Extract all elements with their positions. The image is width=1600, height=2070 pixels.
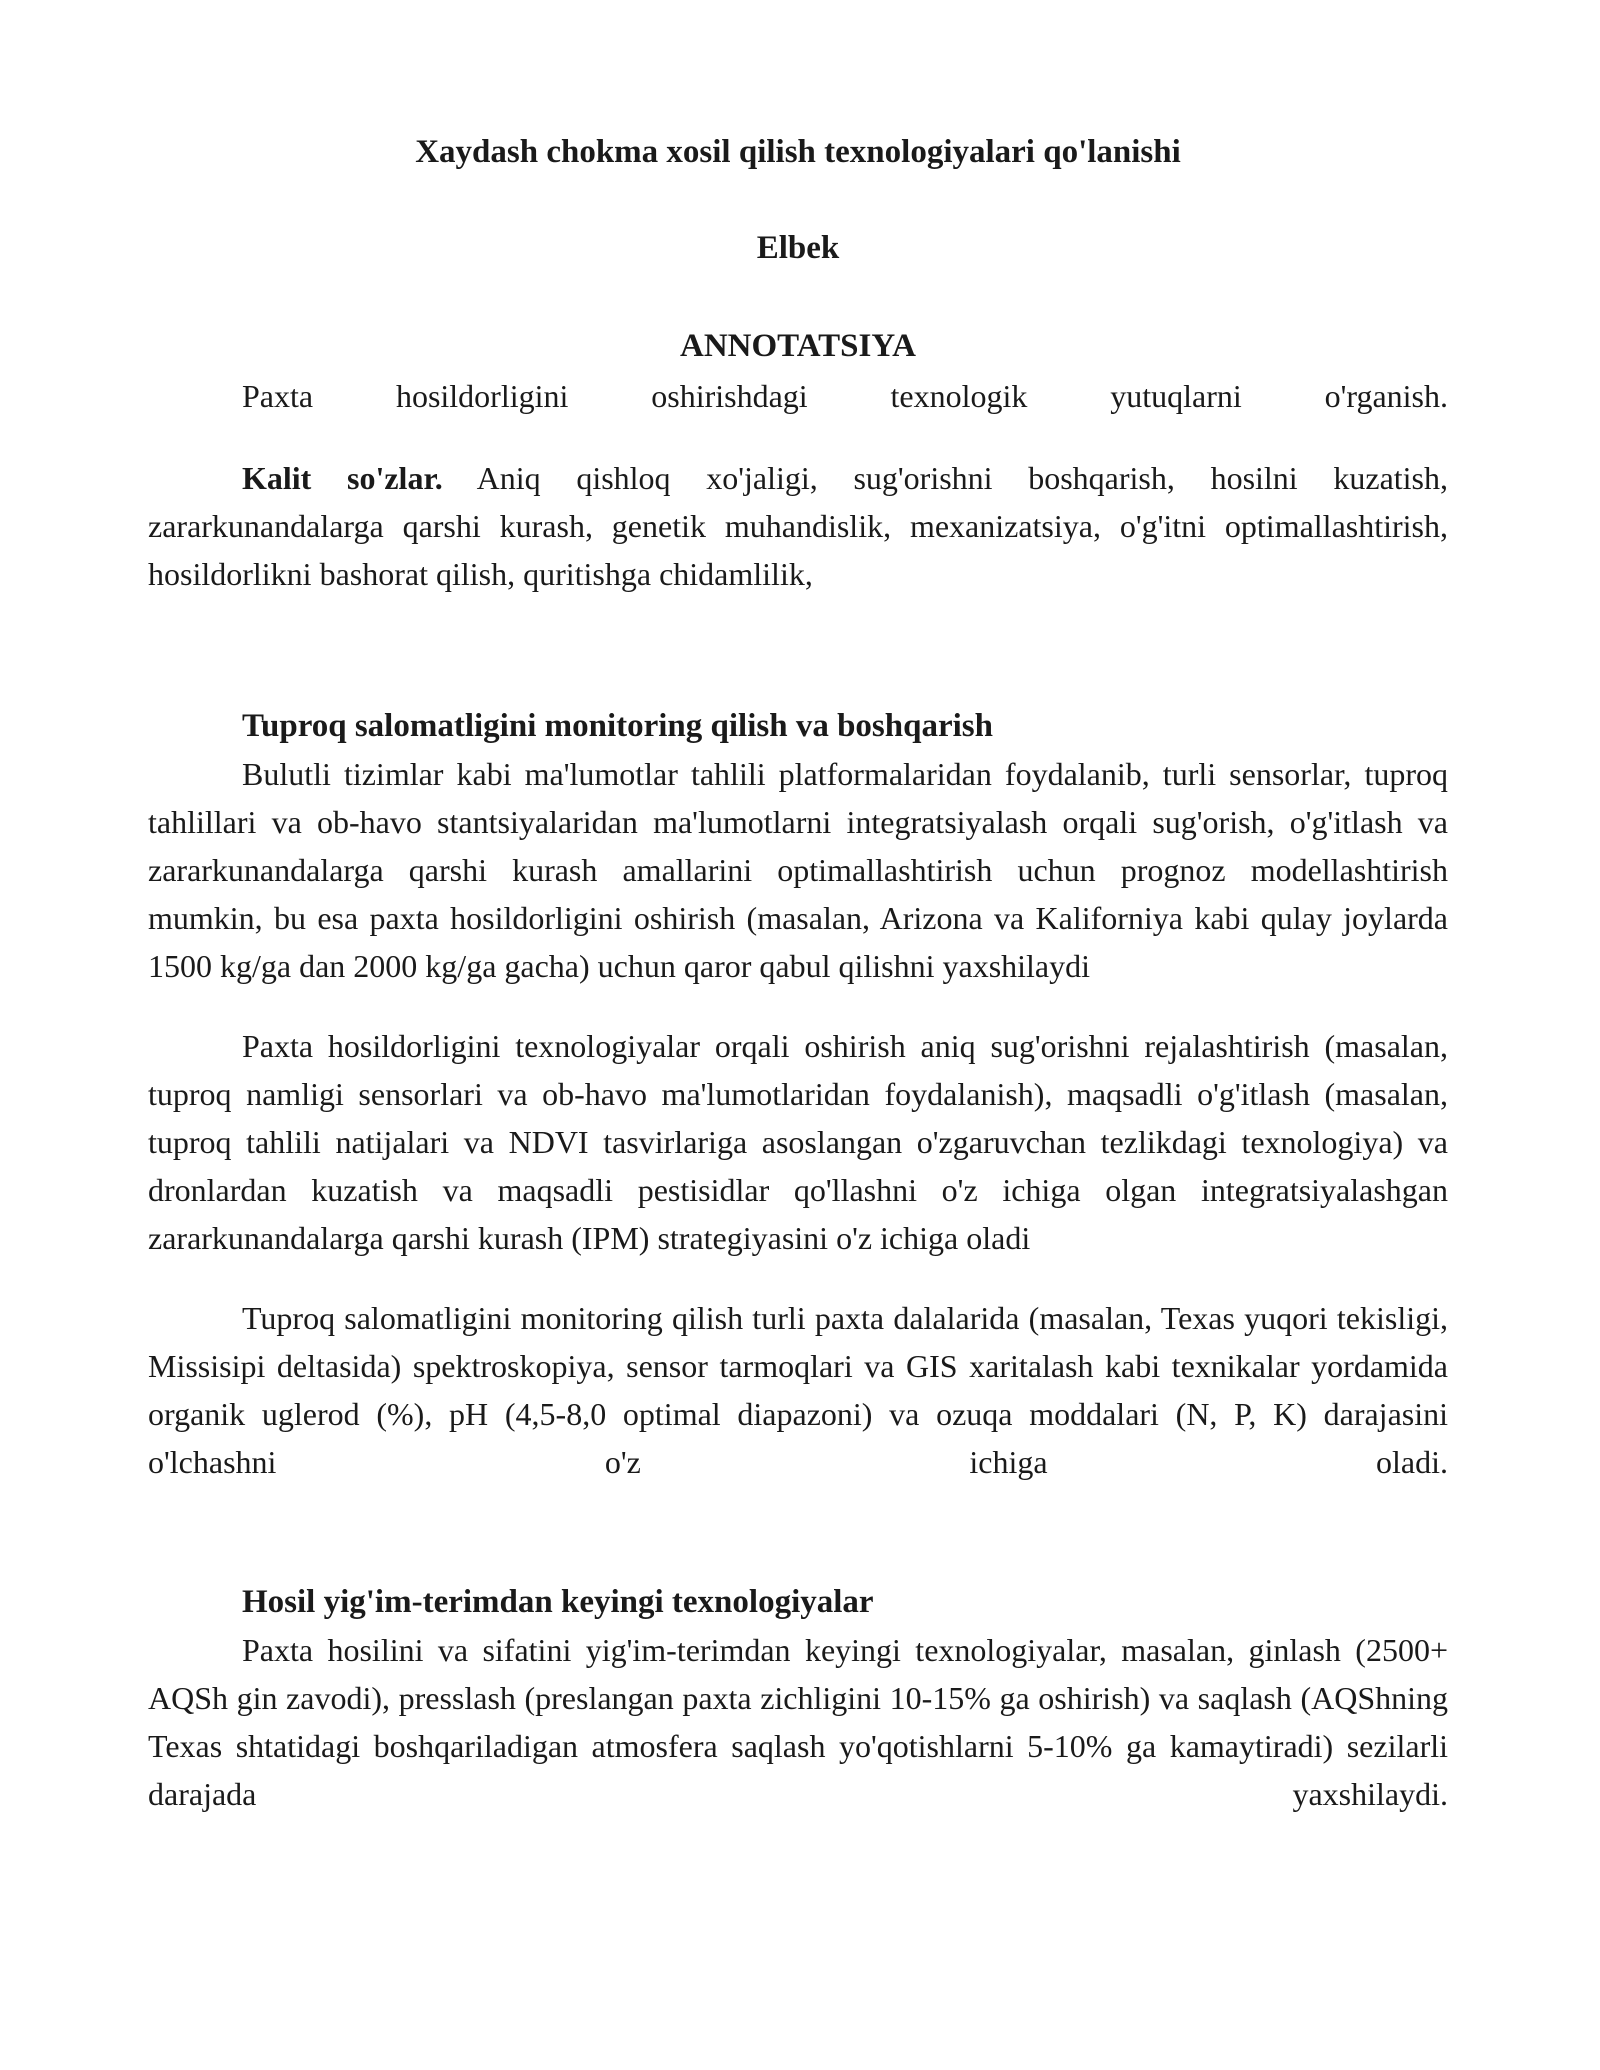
paragraph-post-harvest: Paxta hosilini va sifatini yig'im-terimdan keyingi texnologiyalar, masalan, ginlash (2500+ AQSh gin zavodi), presslash (preslangan paxta zichligini 10-15% ga oshirish) va saqlash (AQShning Texas shtatidagi boshqariladigan atmosfera saqlash yo'qotishlarni 5-10% ga kamaytiradi) sezilarli darajada yaxshilaydi. <box>148 1632 1448 1812</box>
author-name: Elbek <box>756 230 840 266</box>
document-title: Xaydash chokma xosil qilish texnologiyalari qo'lanishi <box>415 134 1181 170</box>
section-heading-post-harvest: Hosil yig'im-terimdan keyingi texnologiyalar <box>242 1584 874 1620</box>
keywords-text: Aniq qishloq xo'jaligi, sug'orishni boshqarish, hosilni kuzatish, zararkunandalarga qarshi kurash, genetik muhandislik, mexanizatsiya, o'g'itni optimallashtirish, hosildorlikni bashorat qilish, quritishga chidamlilik, <box>148 460 1449 592</box>
section-heading-soil-health: Tuproq salomatligini monitoring qilish va boshqarish <box>242 708 993 744</box>
paragraph-yield-technologies: Paxta hosildorligini texnologiyalar orqali oshirish aniq sug'orishni rejalashtirish (masalan, tuproq namligi sensorlari va ob-havo ma'lumotlaridan foydalanish), maqsadli o'g'itlash (masalan, tuproq tahlili natijalari va NDVI tasvirlariga asoslangan o'zgaruvchan tezlikdagi texnologiya) va dronlardan kuzatish va maqsadli pestisidlar qo'llashni o'z ichiga olgan integratsiyalashgan zararkunandalarga qarshi kurash (IPM) strategiyasini o'z ichiga oladi <box>148 1028 1448 1256</box>
document-page <box>148 128 1448 1818</box>
paragraph-soil-monitoring: Tuproq salomatligini monitoring qilish turli paxta dalalarida (masalan, Texas yuqori tekisligi, Missisipi deltasida) spektroskopiya, sensor tarmoqlari va GIS xaritalash kabi texnikalar yordamida organik uglerod (%), pH (4,5-8,0 optimal diapazoni) va ozuqa moddalari (N, P, K) darajasini o'lchashni o'z ichiga oladi. <box>148 1300 1448 1480</box>
keywords-label: Kalit so'zlar. <box>242 460 443 496</box>
annotation-heading: ANNOTATSIYA <box>680 328 916 364</box>
annotation-text: Paxta hosildorligini oshirishdagi texnologik yutuqlarni o'rganish. <box>242 378 1448 414</box>
keywords-paragraph <box>148 454 1448 598</box>
paragraph-data-analytics: Bulutli tizimlar kabi ma'lumotlar tahlili platformalaridan foydalanib, turli sensorlar, tuproq tahlillari va ob-havo stantsiyalaridan ma'lumotlarni integratsiyalash orqali sug'orish, o'g'itlash va zararkunandalarga qarshi kurash amallarini optimallashtirish uchun prognoz modellashtirish mumkin, bu esa paxta hosildorligini oshirish (masalan, Arizona va Kaliforniya kabi qulay joylarda 1500 kg/ga dan 2000 kg/ga gacha) uchun qaror qabul qilishni yaxshilaydi <box>148 756 1448 984</box>
